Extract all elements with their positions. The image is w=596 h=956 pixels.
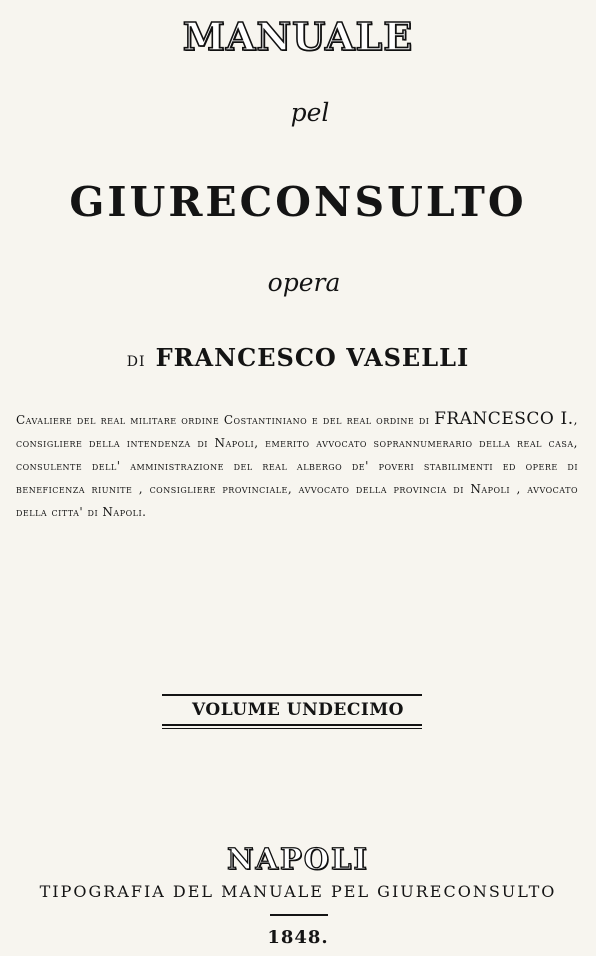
book-title-main: MANUALE	[182, 14, 414, 59]
volume-rule-bottom-thin	[162, 724, 422, 726]
author-name: FRANCESCO VASELLI	[155, 343, 470, 372]
imprint-place: NAPOLI	[226, 842, 370, 876]
author-line	[0, 343, 596, 372]
author-prefix: DI	[126, 354, 146, 370]
volume-label: VOLUME UNDECIMO	[192, 700, 404, 720]
imprint-printer: TIPOGRAFIA DEL MANUALE PEL GIURECONSULTO	[39, 882, 557, 901]
credentials-honoree: FRANCESCO I.	[434, 409, 574, 429]
book-title-subject: GIURECONSULTO	[69, 178, 527, 226]
author-credentials	[16, 408, 578, 524]
volume-rule-top	[162, 694, 422, 696]
imprint-rule	[270, 914, 328, 916]
title-connector: pel	[290, 98, 330, 127]
credentials-part2: , consigliere della intendenza di Napoli, emerito avvocato soprannumerario della real casa, consulente dell' amministrazione del real albergo de' poveri stabilimenti ed opere di beneficenza riunite , consigliere provinciale, avvocato della provincia di Napoli , avvocato della citta' di Napoli.	[16, 413, 578, 519]
credentials-part1: Cavaliere del real militare ordine Costantiniano e del real ordine di	[16, 413, 430, 427]
work-label: opera	[267, 268, 341, 297]
imprint-year: 1848.	[267, 927, 329, 948]
volume-rule-bottom-thick	[162, 728, 422, 729]
